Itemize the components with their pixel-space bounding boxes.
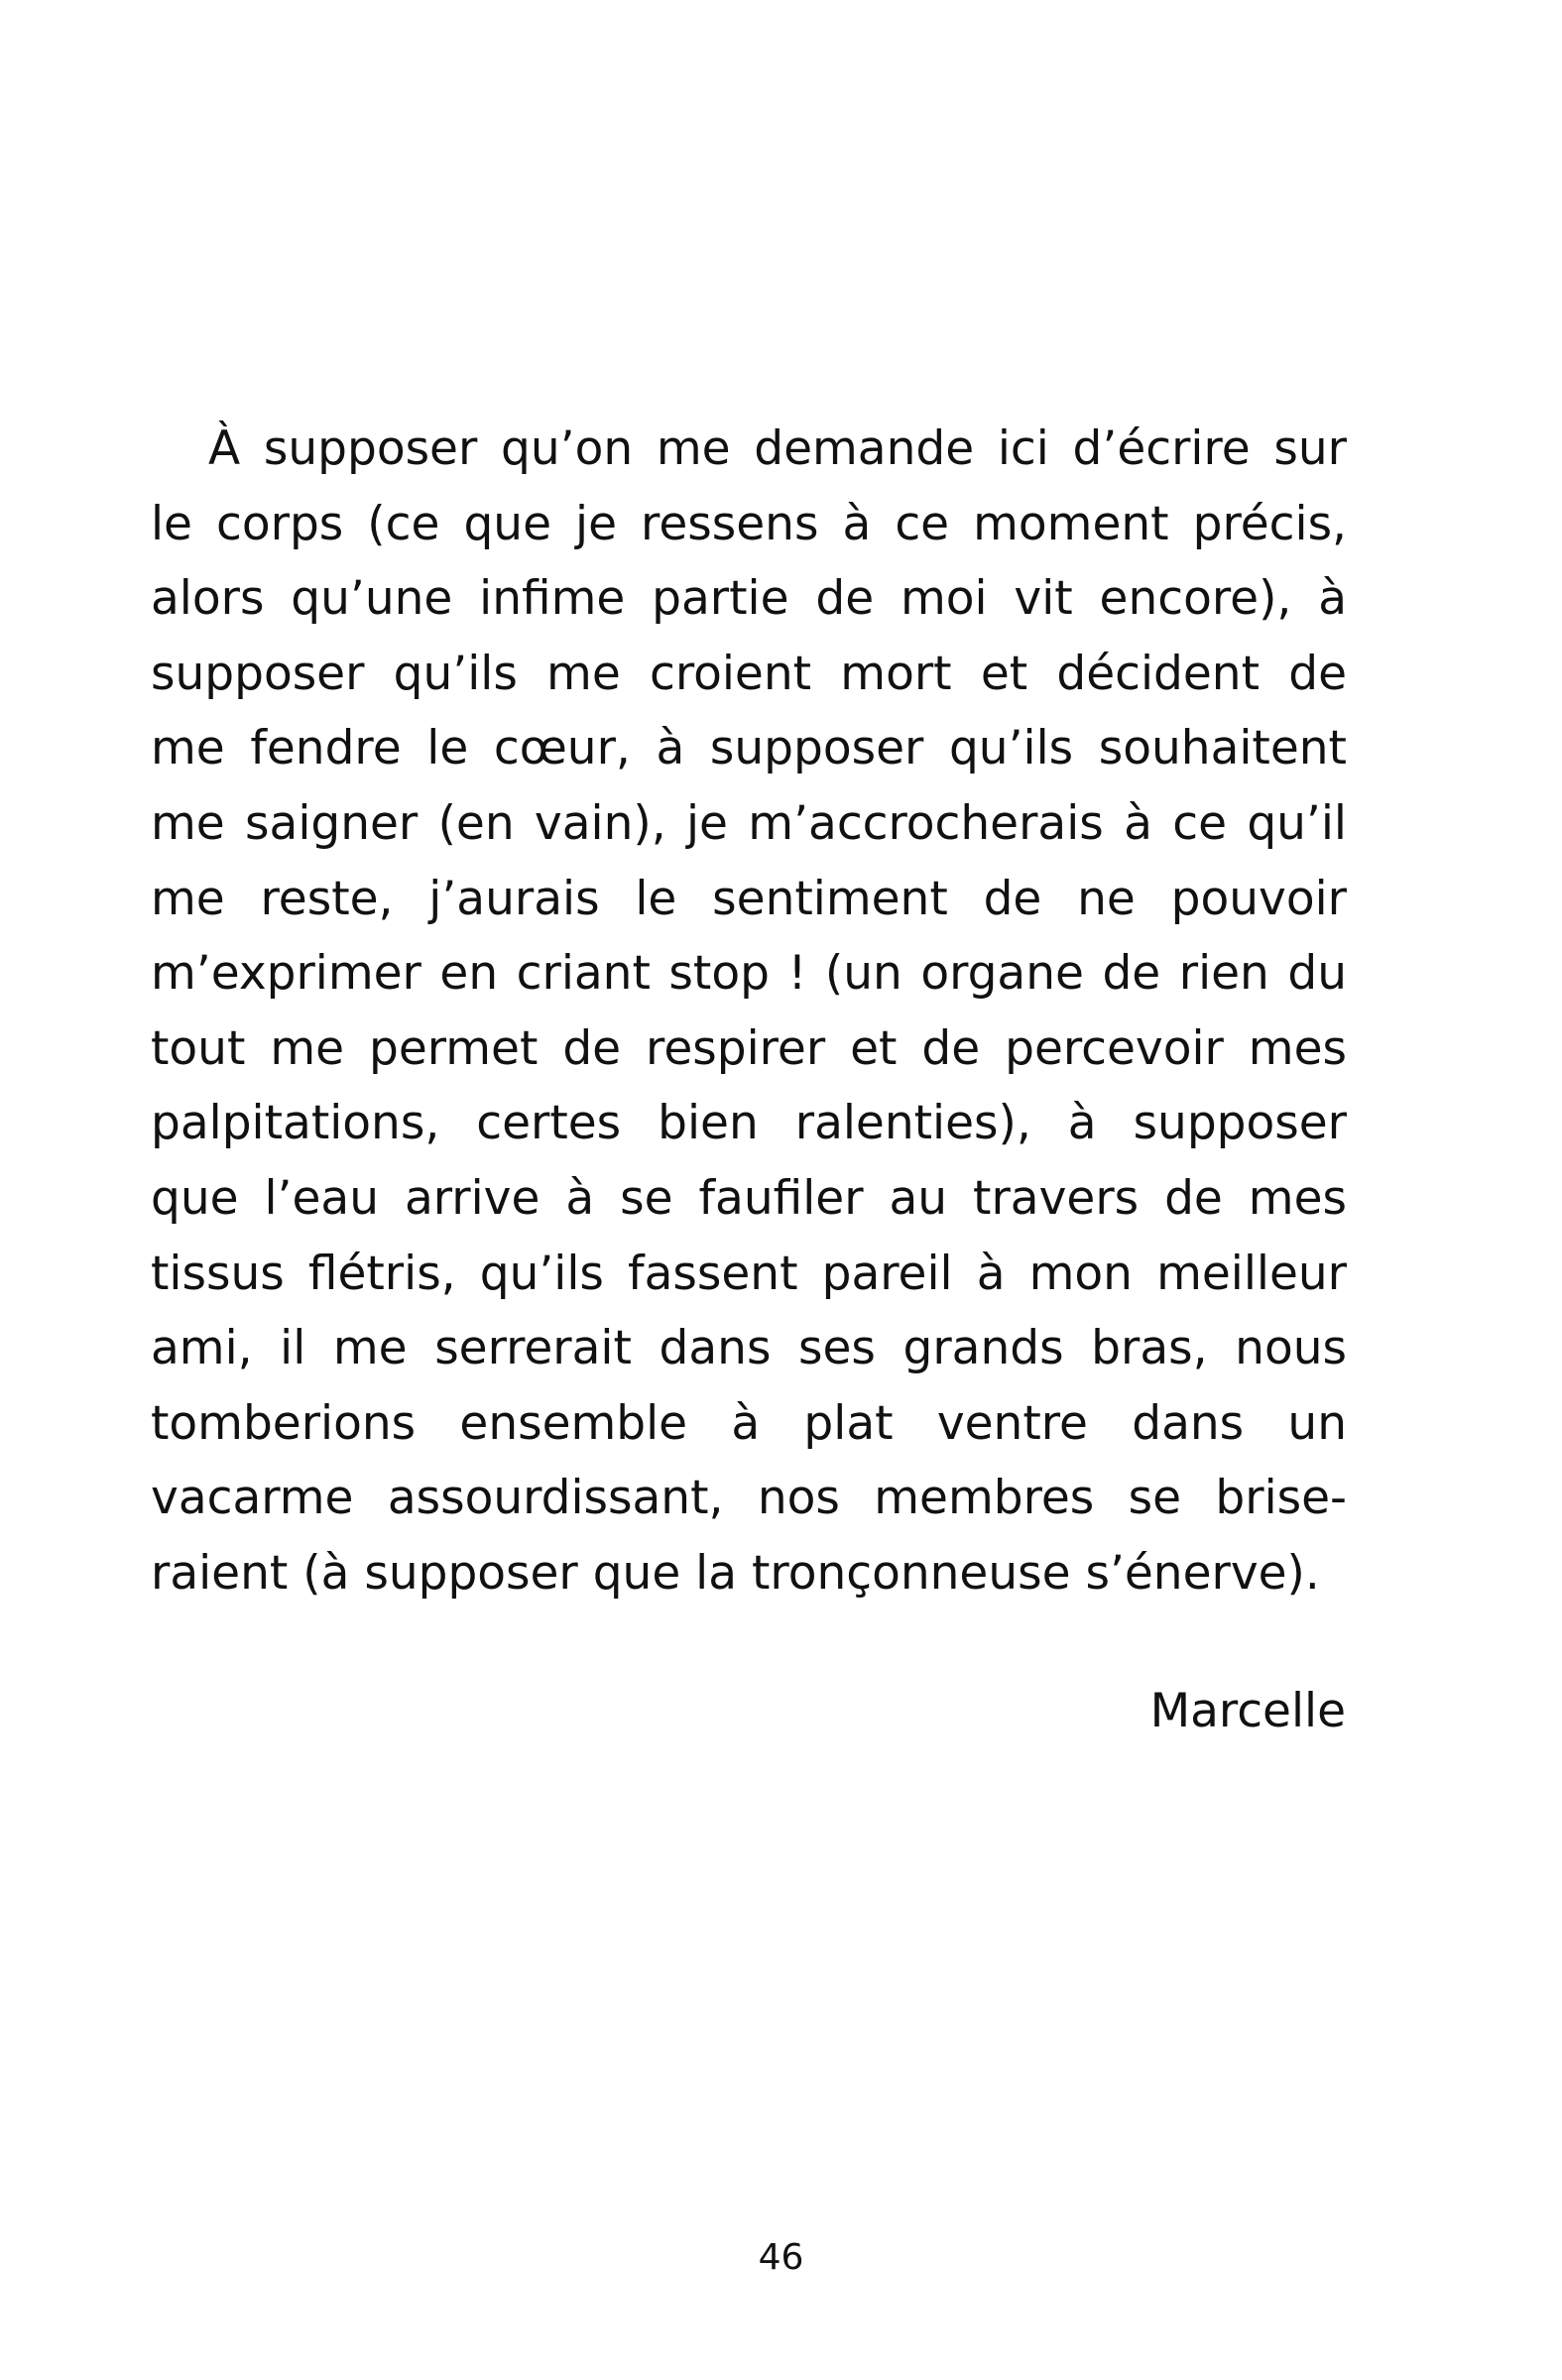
paragraph-line: que l’eau arrive à se faufiler au travers de mes — [151, 1170, 1347, 1226]
author-signature: Marcelle — [1149, 1684, 1346, 1738]
paragraph-line: me reste, j’aurais le sentiment de ne pouvoir — [151, 871, 1347, 926]
paragraph-line: palpitations, certes bien ralenties), à supposer — [151, 1096, 1347, 1151]
paragraph-line: me saigner (en vain), je m’accrocherais à ce qu’il — [151, 795, 1347, 851]
paragraph-line: le corps (ce que je ressens à ce moment précis, — [151, 496, 1347, 551]
page-number: 46 — [758, 2237, 804, 2278]
paragraph-line: ami, il me serrerait dans ses grands bras, nous — [151, 1321, 1347, 1376]
paragraph-line: alors qu’une infime partie de moi vit encore), à — [151, 571, 1347, 627]
paragraph-line: tomberions ensemble à plat ventre dans un — [151, 1395, 1347, 1451]
paragraph-line: tout me permet de respirer et de percevoir mes — [151, 1020, 1347, 1076]
paragraph-line: vacarme assourdissant, nos membres se brise- — [151, 1471, 1347, 1526]
paragraph-line: m’exprimer en criant stop ! (un organe de rien du — [151, 946, 1347, 1002]
paragraph-line: tissus flétris, qu’ils fassent pareil à mon meilleur — [151, 1246, 1347, 1301]
paragraph-line: me fendre le cœur, à supposer qu’ils souhaitent — [151, 721, 1347, 776]
paragraph-line: raient (à supposer que la tronçonneuse s’énerve). — [151, 1545, 1320, 1601]
paragraph-line: supposer qu’ils me croient mort et décident de — [151, 646, 1347, 701]
body-paragraph — [151, 412, 1347, 1611]
paragraph-line: À supposer qu’on me demande ici d’écrire sur — [208, 421, 1347, 476]
